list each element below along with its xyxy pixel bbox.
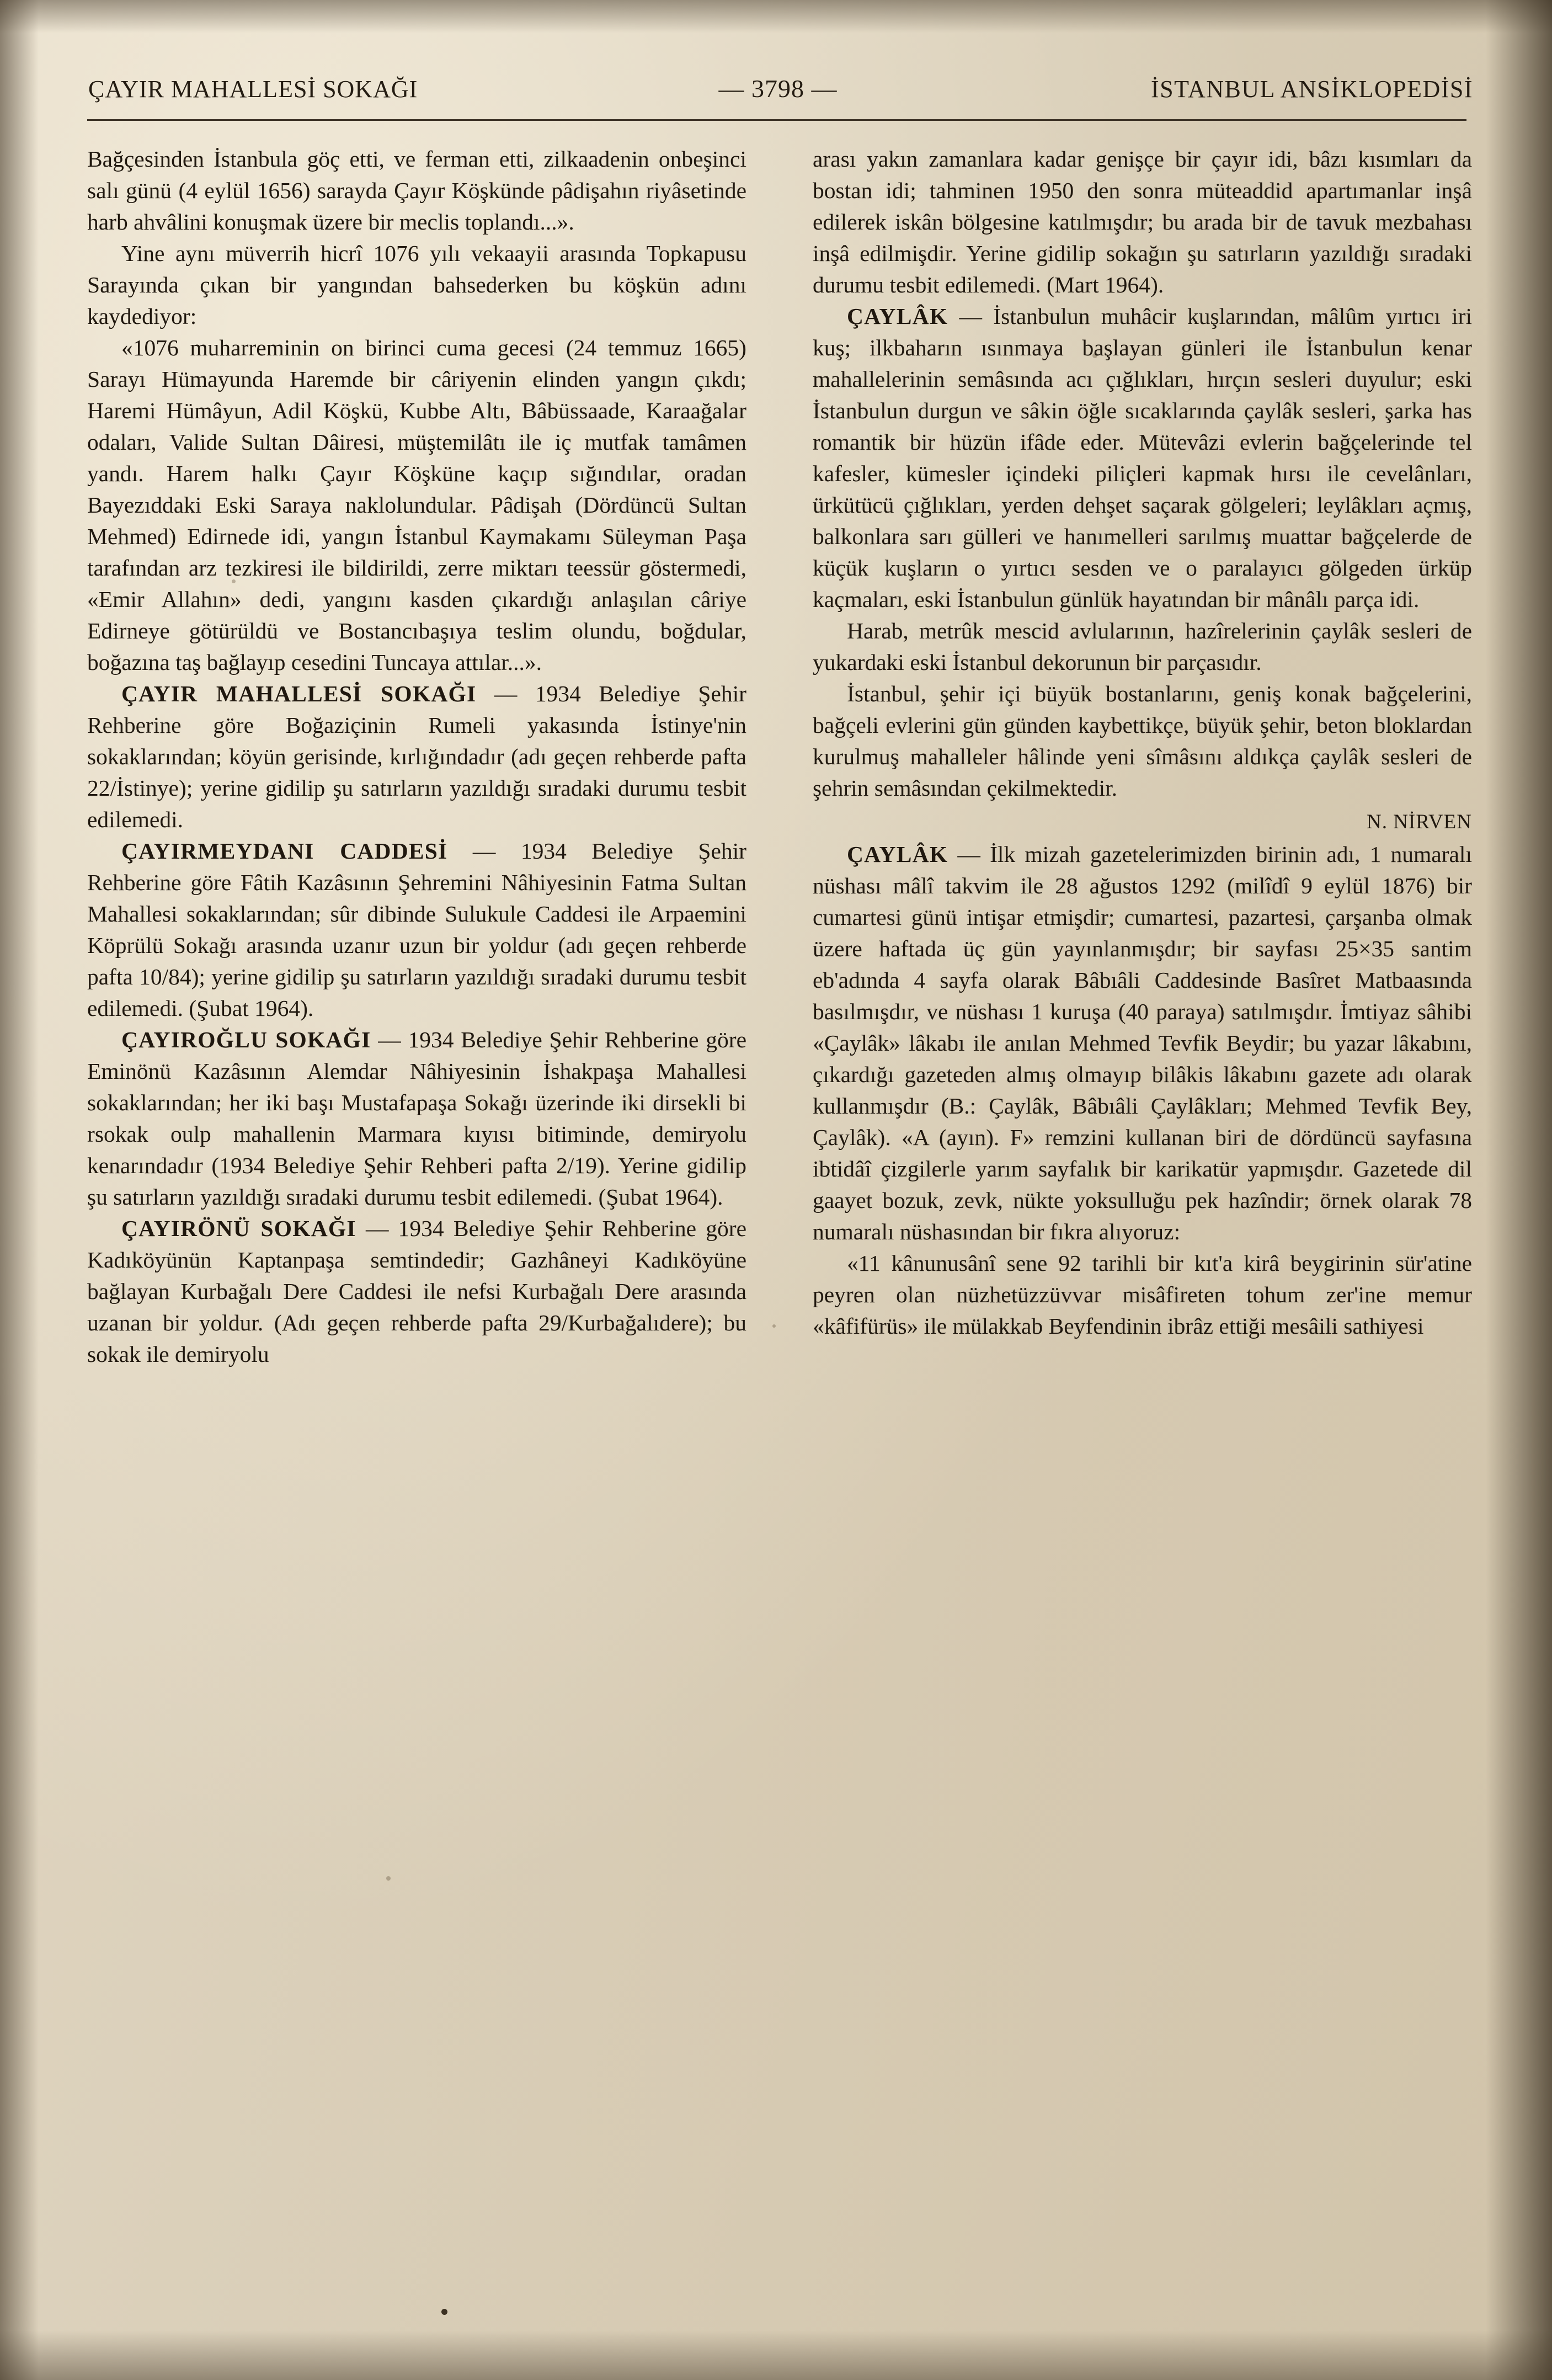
entry-cayirmeydani-caddesi: [87, 835, 746, 1024]
entry-headword: ÇAYIRMEYDANI CADDESİ: [121, 838, 448, 864]
left-column: [87, 143, 746, 1370]
running-head: [83, 66, 1473, 116]
paragraph: «11 kânunusânî sene 92 tarihli bir kıt'a kirâ beygirinin sür'atine peyren olan nüzhetüzzüvvar misâfireten tohum zer'ine memur «kâfifürüs» ile mülakkab Beyfendinin ibrâz ettiği mesâili sathiyesi: [813, 1250, 1472, 1339]
author-signature: N. NİRVEN: [1366, 811, 1472, 833]
page-edge-shadow-bottom: [0, 2330, 1552, 2380]
right-column: [813, 143, 1472, 1370]
paper-speck: [441, 2309, 447, 2315]
entry-cayiroglu-sokagi: [87, 1024, 746, 1213]
header-rule: [87, 119, 1466, 121]
page-edge-shadow-top: [0, 0, 1552, 33]
page-number: — 3798 —: [718, 74, 838, 103]
paper-speck: [386, 1876, 391, 1881]
entry-body: — İlk mizah gazetelerimizden birinin adı, 1 numaralı nüshası mâlî takvim ile 28 ağustos 1292 (milîdî 9 eylül 1876) bir cumartesi günü intişar etmişdir; cumartesi, pazartesi, çarşanba olmak üzere haftada üç gün yayınlanmışdır; bir sayfası 25×35 santim eb'adında 4 sayfa olarak Bâbıâli Caddesinde Basîret Matbaasında basılmışdır, ve nüshası 1 kuruşa (40 paraya) satılmışdır. İmtiyaz sâhibi «Çaylâk» lâkabı ile anılan Mehmed Tevfik Beydir; bu yazar lâkabını, çıkardığı gazeteden almış olmayıp bilâkis lâkabını gazete adı olarak kullanmışdır (B.: Çaylâk, Bâbıâli Çaylâkları; Mehmed Tevfik Bey, Çaylâk). «A (ayın). F» remzini kullanan biri de dördüncü sayfasına ibtidâî çizgilerle yarım sayfalık bir karikatür yapmışdır. Gazetede dil gaayet bozuk, zevk, nükte yoksulluğu pek hazîndir; örnek olarak 78 numaralı nüshasından bir fıkra alıyoruz:: [813, 842, 1472, 1244]
page-content: [83, 66, 1473, 1367]
running-head-right: İSTANBUL ANSİKLOPEDİSİ: [1151, 76, 1473, 103]
entry-cayironu-sokagi: [87, 1213, 746, 1370]
page-edge-shadow-right: [1486, 0, 1552, 2380]
paragraph: Bağçesinden İstanbula göç etti, ve ferman etti, zilkaadenin onbeşinci salı günü (4 eylül 1656) sarayda Çayır Köşkünde pâdişahın riyâsetinde harb ahvâlini konuşmak üzere bir meclis toplandı...».: [87, 146, 746, 235]
entry-caylak-newspaper: [813, 839, 1472, 1248]
entry-headword: ÇAYLÂK: [847, 842, 948, 867]
entry-cayir-mahallesi-sokagi: [87, 678, 746, 835]
page-edge-shadow-left: [0, 0, 39, 2380]
paragraph: «1076 muharreminin on birinci cuma gecesi (24 temmuz 1665) Sarayı Hümayunda Haremde bir câriyenin elinden yangın çıkdı; Haremi Hümâyun, Adil Köşkü, Kubbe Altı, Bâbüssaade, Karaağalar odaları, Valide Sultan Dâiresi, müştemilâtı ile iç mutfak tamâmen yandı. Harem halkı Çayır Köşküne kaçıp sığındılar, oradan Bayezıddaki Eski Saraya naklolundular. Pâdişah (Dördüncü Sultan Mehmed) Edirnede idi, yangın İstanbul Kaymakamı Süleyman Paşa tarafından arz tezkiresi ile bildirildi, zerre miktarı teessür göstermedi, «Emir Allahın» dedi, yangını kasden çıkardığı anlaşılan câriye Edirneye götürüldü ve Bostancıbaşıya teslim olundu, boğdular, boğazına taş bağlayıp cesedini Tuncaya attılar...».: [87, 335, 746, 675]
paragraph: Yine aynı müverrih hicrî 1076 yılı vekaayii arasında Topkapusu Sarayında çıkan bir yangından bahsederken bu köşkün adını kaydediyor:: [87, 241, 746, 329]
entry-body: — İstanbulun muhâcir kuşlarından, mâlûm yırtıcı iri kuş; ilkbaharın ısınmaya başlayan günleri ile İstanbulun kenar mahallelerinin semâsında acı çığlıkları, hırçın sesleri duyulur; eski İstanbulun durgun ve sâkin öğle sıcaklarında çaylâk sesleri, şarka has romantik bir hüzün ifâde eder. Mütevâzi evlerin bağçelerinde tel kafesler, kümesler içindeki piliçleri kapmak hırsı ile cevelânları, ürkütücü çığlıkları, yerden dehşet saçarak gölgeleri; leylâkları açmış, balkonlara sarı gülleri ve hanımelleri sarılmış muattar bağçelerde de küçük kuşların o yırtıcı sesden ve o paralayıcı gölgeden ürküp kaçmaları, eski İstanbulun günlük hayatından bir mânâlı parça idi.: [813, 304, 1472, 612]
running-head-left: ÇAYIR MAHALLESİ SOKAĞI: [88, 76, 418, 103]
entry-body: — 1934 Belediye Şehir Rehberine göre Kadıköyünün Kaptanpaşa semtindedir; Gazhâneyi Kadıköyüne bağlayan Kurbağalı Dere Caddesi ile nefsi Kurbağalı Dere arasında uzanan bir yoldur. (Adı geçen rehberde pafta 29/Kurbağalıdere); bu sokak ile demiryolu: [87, 1216, 746, 1367]
entry-headword: ÇAYLÂK: [847, 304, 948, 329]
text-columns: [87, 143, 1472, 1370]
entry-headword: ÇAYIROĞLU SOKAĞI: [121, 1027, 371, 1052]
paragraph: İstanbul, şehir içi büyük bostanlarını, geniş konak bağçelerini, bağçeli evlerini gün günden kaybettikçe, büyük şehir, beton bloklardan kurulmuş mahalleler hâlinde yeni sîmâsını aldıkça çaylâk sesleri de şehrin semâsından çekilmektedir.: [813, 681, 1472, 801]
entry-body: — 1934 Belediye Şehir Rehberine göre Eminönü Kazâsının Alemdar Nâhiyesinin İshakpaşa Mahallesi sokaklarından; her iki başı Mustafapaşa Sokağı üzerinde iki dirsekli bi rsokak oulp mahallenin Marmara kıyısı bitiminde, demiryolu kenarındadır (1934 Belediye Şehir Rehberi pafta 2/19). Yerine gidilip şu satırların yazıldığı sıradaki durumu tesbit edilemedi. (Şubat 1964).: [87, 1027, 746, 1210]
entry-headword: ÇAYIRÖNÜ SOKAĞI: [121, 1216, 356, 1241]
entry-body: — 1934 Belediye Şehir Rehberine göre Fâtih Kazâsının Şehremini Nâhiyesinin Fatma Sultan Mahallesi sokaklarından; sûr dibinde Sulukule Caddesi ile Arpaemini Köprülü Sokağı arasında uzanır uzun bir yoldur (adı geçen rehberde pafta 10/84); yerine gidilip şu satırların yazıldığı sıradaki durumu tesbit edilemedi. (Şubat 1964).: [87, 838, 746, 1021]
entry-body: — 1934 Belediye Şehir Rehberine göre Boğaziçinin Rumeli yakasında İstinye'nin sokaklarından; köyün gerisinde, kırlığındadır (adı geçen rehberde pafta 22/İstinye); yerine gidilip şu satırların yazıldığı sıradaki durumu tesbit edilemedi.: [87, 681, 746, 832]
paragraph-continuation: arası yakın zamanlara kadar genişçe bir çayır idi, bâzı kısımları da bostan idi; tahminen 1950 den sonra müteaddid apartımanlar inşâ edilerek iskân bölgesine katılmışdır; bu arada bir de tavuk mezbahası inşâ edilmişdir. Yerine gidilip sokağın şu satırların yazıldığı sıradaki durumu tesbit edilemedi. (Mart 1964).: [813, 146, 1472, 297]
paragraph: Harab, metrûk mescid avlularının, hazîrelerinin çaylâk sesleri de yukardaki eski İstanbul dekorunun bir parçasıdır.: [813, 618, 1472, 675]
entry-caylak-bird: [813, 301, 1472, 615]
entry-headword: ÇAYIR MAHALLESİ SOKAĞI: [121, 681, 477, 706]
